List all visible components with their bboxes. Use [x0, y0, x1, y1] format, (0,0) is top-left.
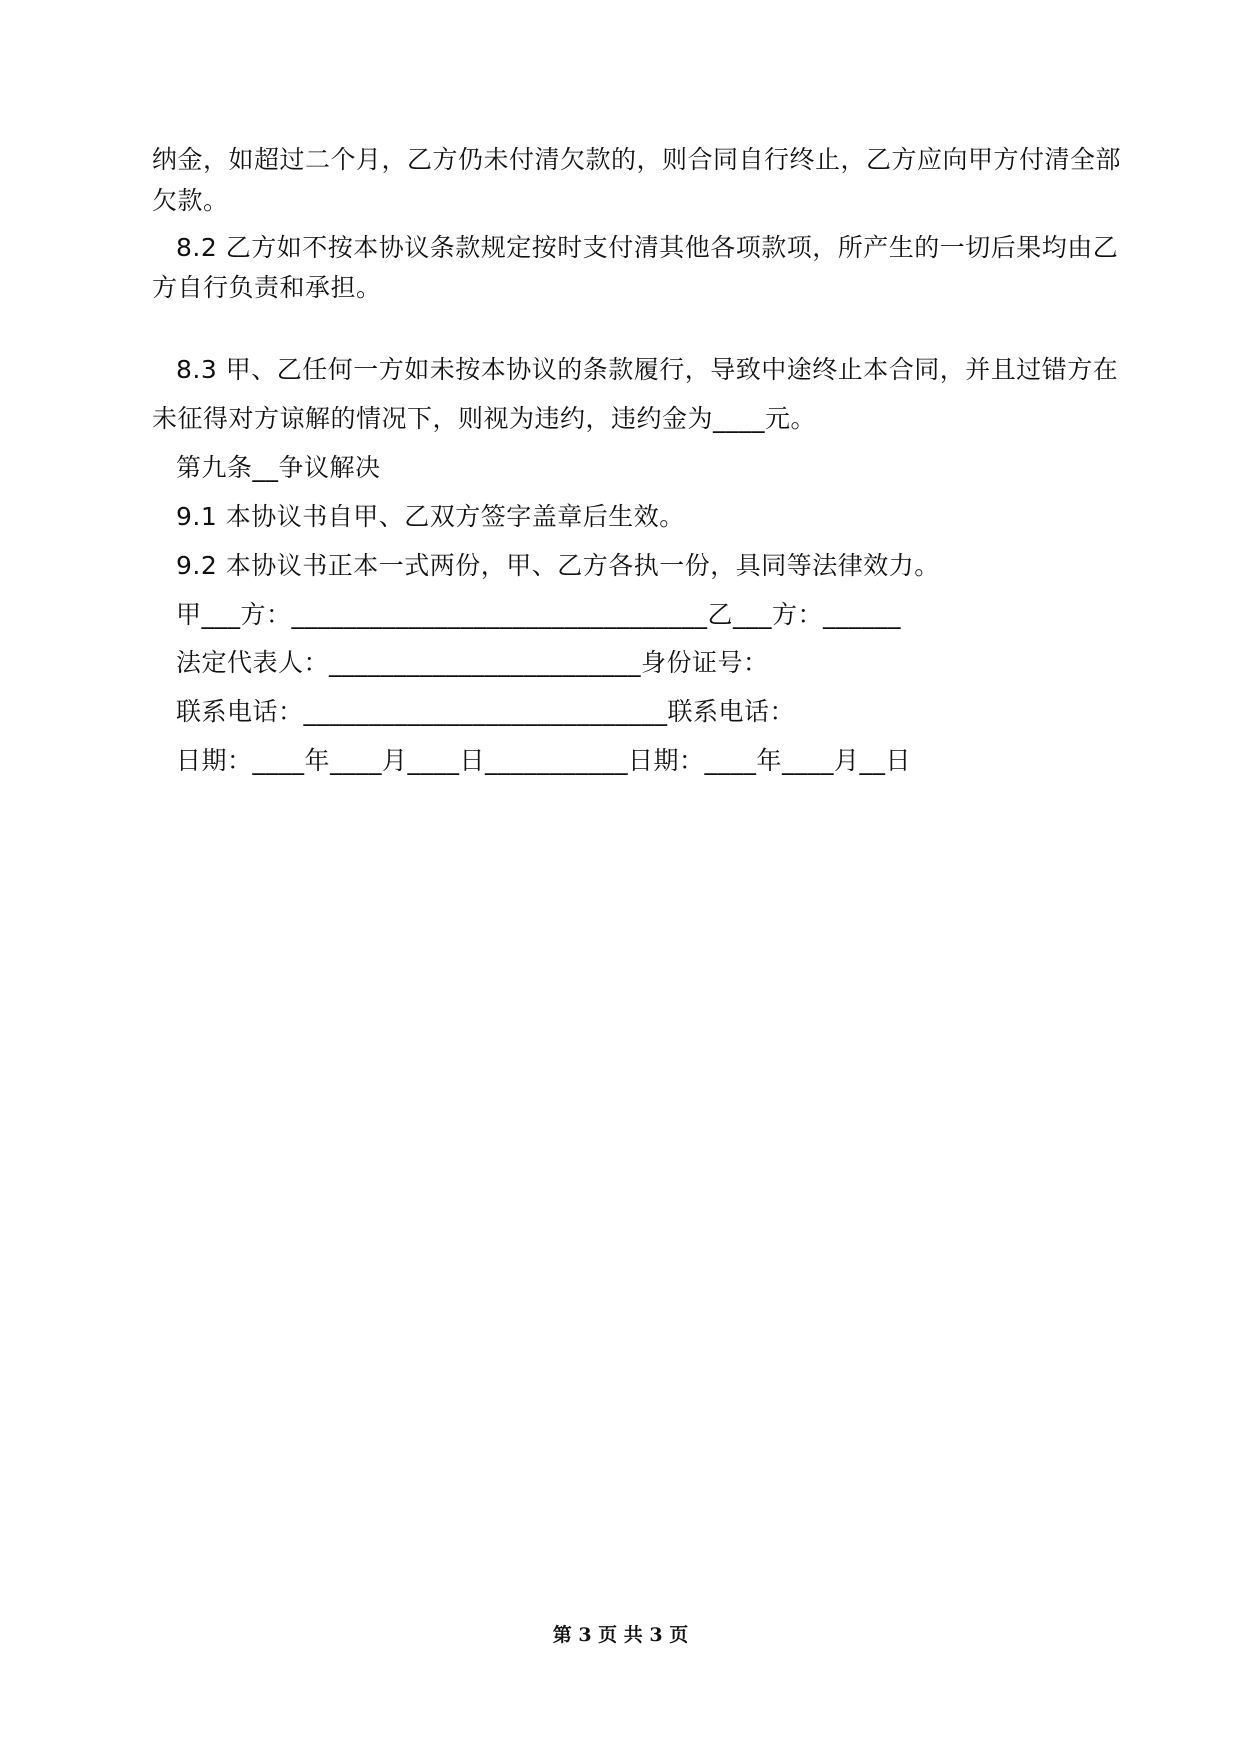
signature-party-line: 甲___方：________________________________乙___方：______ [176, 600, 902, 629]
paragraph-clause-9-2: 9.2 本协议书正本一式两份，甲、乙方各执一份，具同等法律效力。 [176, 551, 940, 580]
text-line: 8.3 甲、乙任何一方如未按本协议的条款履行，导致中途终止本合同，并且过错方在 [176, 355, 1119, 384]
text-line: 未征得对方谅解的情况下，则视为违约，违约金为____元。 [152, 404, 817, 433]
page-number-footer: 第 3 页 共 3 页 [552, 1624, 689, 1646]
text-line: 8.2 乙方如不按本协议条款规定按时支付清其他各项款项，所产生的一切后果均由乙 [176, 233, 1119, 262]
signature-date-line: 日期：____年____月____日___________日期：____年____月__日 [176, 746, 912, 775]
text-line: 方自行负责和承担。 [152, 273, 382, 302]
paragraph-clause-9-1: 9.1 本协议书自甲、乙双方签字盖章后生效。 [176, 502, 685, 531]
text-line: 欠款。 [152, 186, 229, 215]
section-heading-article-9: 第九条__争议解决 [176, 453, 381, 482]
signature-representative-line: 法定代表人：________________________身份证号： [176, 648, 769, 677]
signature-phone-line: 联系电话：____________________________联系电话： [176, 697, 796, 726]
text-line: 纳金，如超过二个月，乙方仍未付清欠款的，则合同自行终止，乙方应向甲方付清全部 [152, 145, 1122, 174]
